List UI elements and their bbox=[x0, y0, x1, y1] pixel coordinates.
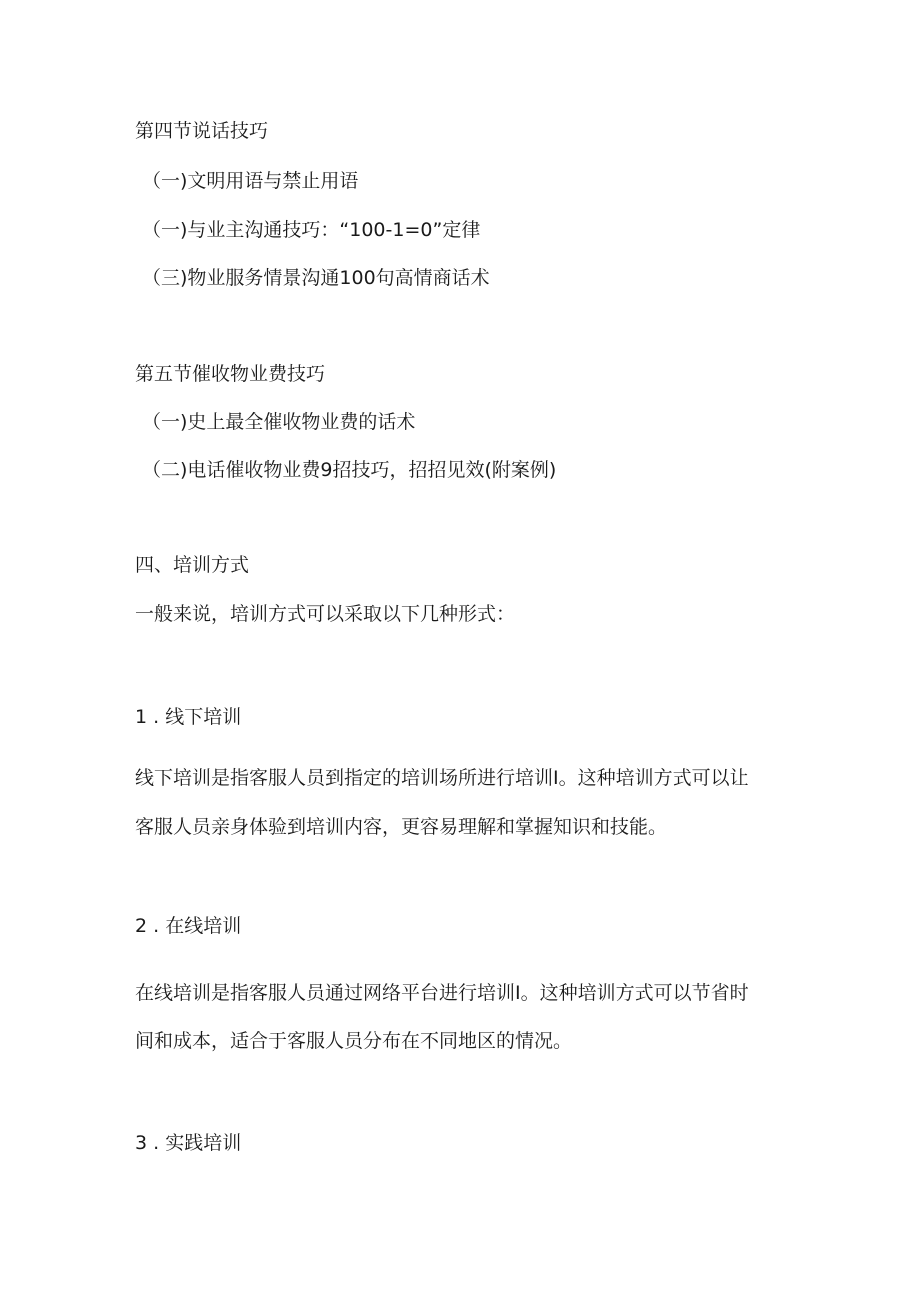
part-4-intro: 一般来说，培训方式可以采取以下几种形式： bbox=[135, 603, 516, 625]
section-4-item-1: （一)文明用语与禁止用语 bbox=[142, 170, 359, 192]
method-2-line-2: 间和成本，适合于客服人员分布在不同地区的情况。 bbox=[135, 1030, 573, 1052]
section-4-title: 第四节说话技巧 bbox=[135, 120, 269, 142]
part-4-title: 四、培训方式 bbox=[135, 554, 250, 576]
method-2-line-1: 在线培训是指客服人员通过网络平台进行培训I。这种培训方式可以节省时 bbox=[135, 982, 749, 1004]
method-2-heading: 2 . 在线培训 bbox=[135, 915, 242, 937]
section-4-item-2: （一)与业主沟通技巧：“100-1=0”定律 bbox=[142, 219, 481, 241]
section-5-title: 第五节催收物业费技巧 bbox=[135, 363, 326, 385]
section-5-item-1: （一)史上最全催收物业费的话术 bbox=[142, 411, 416, 433]
section-5-item-2: （二)电话催收物业费9招技巧，招招见效(附案例) bbox=[142, 459, 557, 481]
section-4-item-3: （三)物业服务情景沟通100句高情商话术 bbox=[142, 267, 490, 289]
method-1-heading: 1 . 线下培训 bbox=[135, 706, 242, 728]
method-3-heading: 3 . 实践培训 bbox=[135, 1132, 242, 1154]
method-1-line-1: 线下培训是指客服人员到指定的培训场所进行培训I。这种培训方式可以让 bbox=[135, 767, 749, 789]
method-1-line-2: 客服人员亲身体验到培训内容，更容易理解和掌握知识和技能。 bbox=[135, 816, 668, 838]
